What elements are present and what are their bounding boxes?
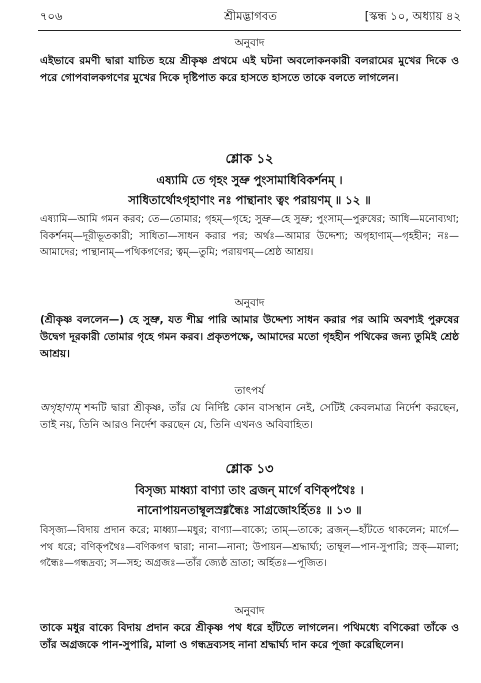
italic-term: অগৃহাণাম্ bbox=[40, 402, 80, 414]
header-rule bbox=[38, 30, 461, 31]
shloka-12-word-meanings bbox=[40, 212, 459, 262]
word-meanings-text: বিসৃজ্য—বিদায় প্রদান করে; মাধ্ব্যা—মধুর; বাণ্যা—বাক্যে; তাম্—তাকে; ব্রজন্—হাঁটতে থাকলেন; মার্গে—পথ ধরে; বণিক্পথৈঃ—বণিকগণ দ্বারা; নানা—নানা; উপায়ন—শ্রদ্ধার্ঘ্য; তাম্বূল—পান-সুপারি; স্রক্—মালা; গন্ধৈঃ—গন্ধদ্রব্য; স—সহ; অগ্রজঃ—তাঁর জ্যেষ্ঠ ভ্রাতা; অর্হিতঃ—পূজিত। bbox=[40, 525, 459, 569]
word-meanings-text: এষ্যামি—আমি গমন করব; তে—তোমার; গৃহম্—গৃহে; সুভ্রু—হে সুভ্রু; পুংসাম্—পুরুষের; আধি—মনোব্যথা; বিকর্শনম্—দূরীভূতকারী; সাধিতা—সাধন করার পর; অর্থঃ—আমার উদ্দেশ্য; অগৃহাণাম্—গৃহহীন; নঃ—আমাদের; পান্থানাম্—পথিকগণের; ত্বম্—তুমি; পরায়ণম্—শ্রেষ্ঠ আশ্রয়। bbox=[40, 214, 459, 258]
shloka-12-anubad bbox=[40, 296, 459, 363]
shloka-12-line-2: সাধিতার্থোঽগৃহাণাং নঃ পান্থানাং ত্বং পরায়ণম্ ॥ ১২ ॥ bbox=[128, 193, 371, 207]
speaker-label: (শ্রীকৃষ্ণ বললেন—) bbox=[40, 314, 125, 326]
anubad-section-1 bbox=[40, 36, 459, 87]
chapter-reference: [স্কন্ধ ১০, অধ্যায় ৪২ bbox=[364, 9, 461, 23]
tatparya-text bbox=[40, 400, 459, 434]
shloka-12-section bbox=[40, 150, 459, 210]
anubad-label: অনুবাদ bbox=[234, 297, 265, 309]
shloka-13-line-2: নানোপায়নতাম্বূলস্রগ্গন্ধৈঃ সাগ্রজোঽর্হিতঃ ॥ ১৩ ॥ bbox=[137, 503, 362, 517]
anubad-text: এইভাবে রমণী দ্বারা যাচিত হয়ে শ্রীকৃষ্ণ প্রথমে এই ঘটনা অবলোকনকারী বলরামের মুখের দিকে ও পরে গোপবালকগণের মুখের দিকে দৃষ্টিপাত করে হাসতে হাসতে তাকে বলতে লাগলেন। bbox=[40, 55, 459, 84]
anubad-text bbox=[40, 312, 459, 363]
anubad-label: অনুবাদ bbox=[234, 605, 265, 617]
tatparya-label: তাৎপর্য bbox=[234, 385, 265, 397]
anubad-label: অনুবাদ bbox=[234, 37, 265, 49]
book-title: শ্রীমদ্ভাগবত bbox=[224, 9, 277, 23]
shloka-13-word-meanings bbox=[40, 523, 459, 573]
shloka-13-line-1: বিসৃজ্য মাধ্ব্যা বাণ্যা তাং ব্রজন্ মার্গে বণিক্পথৈঃ । bbox=[135, 483, 364, 497]
shloka-12-title: শ্লোক ১২ bbox=[225, 152, 274, 167]
tatparya-body: শব্দটি দ্বারা শ্রীকৃষ্ণ, তাঁর যে নির্দিষ্ট কোন বাসস্থান নেই, সেটিই কেবলমাত্র নির্দেশ করছেন, তাই নয়, তিনি আরও নির্দেশ করছেন যে, তিনি এখনও অবিবাহিত। bbox=[40, 402, 459, 431]
running-header bbox=[40, 8, 461, 24]
page-number: ৭০৬ bbox=[40, 9, 63, 23]
anubad-text: তাকে মধুর বাক্যে বিদায় প্রদান করে শ্রীকৃষ্ণ পথ ধরে হাঁটতে লাগলেন। পথিমধ্যে বণিকেরা তাঁকে ও তাঁর অগ্রজকে পান-সুপারি, মালা ও গন্ধদ্রব্যসহ নানা শ্রদ্ধার্ঘ্য দান করে পূজা করেছিলেন। bbox=[40, 622, 459, 651]
shloka-12-line-1: এষ্যামি তে গৃহং সুভ্রু পুংসামাধিবিকর্শনম্ । bbox=[156, 173, 343, 187]
shloka-13-section bbox=[40, 460, 459, 520]
shloka-13-title: শ্লোক ১৩ bbox=[225, 462, 274, 477]
anubad-body: হে সুভ্রু, যত শীঘ্র পারি আমার উদ্দেশ্য সাধন করার পর আমি অবশ্যই পুরুষের উদ্বেগ দূরকারী তোমার গৃহে গমন করব। প্রকৃতপক্ষে, আমাদের মতো গৃহহীন পথিকের জন্য তুমিই শ্রেষ্ঠ আশ্রয়। bbox=[40, 314, 459, 360]
shloka-12-tatparya bbox=[40, 384, 459, 434]
shloka-13-anubad bbox=[40, 604, 459, 654]
